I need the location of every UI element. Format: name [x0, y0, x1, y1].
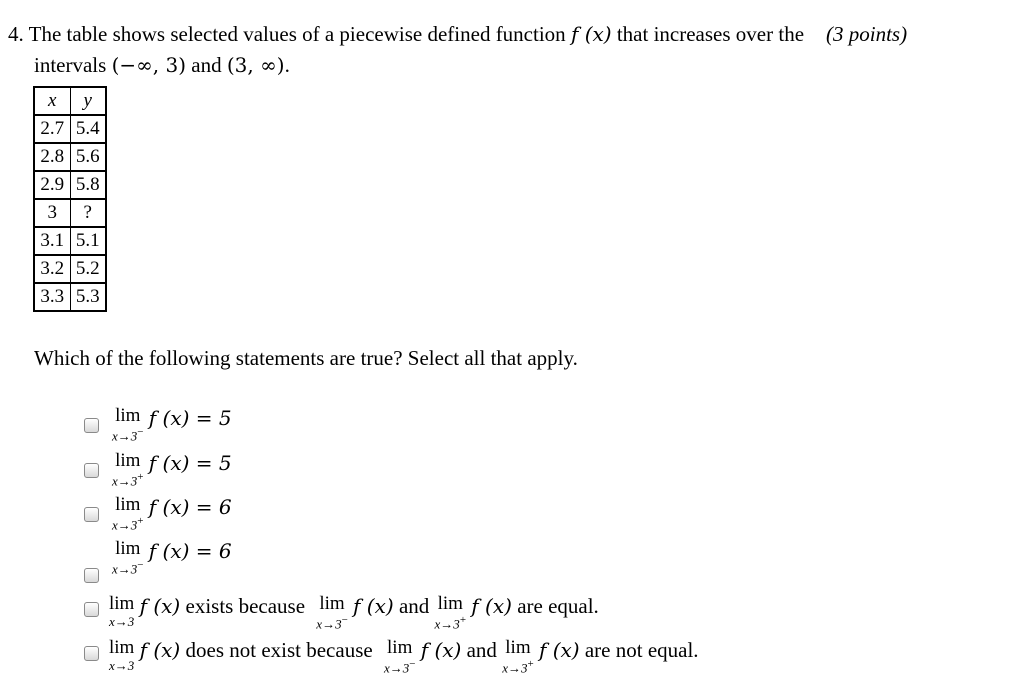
choice-2-checkbox[interactable]: [84, 463, 99, 478]
choice-2-expression: f (x) = 5: [148, 451, 232, 475]
values-table: [33, 86, 107, 312]
table-cell-y: 5.3: [70, 283, 106, 311]
limit-operator: lim x→3+: [112, 450, 144, 489]
table-cell-y: 5.4: [70, 115, 106, 143]
choice-1-expression: f (x) = 5: [148, 406, 232, 430]
table-header-row: [34, 87, 106, 115]
table-cell-x: 2.9: [34, 171, 70, 199]
choice-5-expression-2: f (x): [353, 594, 394, 618]
limit-operator: lim x→3−: [112, 405, 144, 444]
question-line-1: [8, 22, 804, 47]
limit-operator: lim x→3−: [383, 637, 416, 676]
choice-5-text: exists because: [185, 594, 306, 618]
choice-4: [84, 539, 284, 583]
table-cell-y: ?: [70, 199, 106, 227]
limit-operator: lim x→3+: [434, 593, 467, 632]
table-cell-y: 5.8: [70, 171, 106, 199]
limit-operator: lim x→3: [109, 637, 135, 673]
table-cell-y: 5.6: [70, 143, 106, 171]
limit-operator: lim x→3+: [112, 494, 144, 533]
question-number: 4.: [8, 22, 24, 46]
table-row: [34, 255, 106, 283]
limit-operator: lim x→3−: [316, 593, 348, 632]
question-text-a: The table shows selected values of a piecewise defined function: [28, 22, 566, 46]
limit-operator: lim x→3−: [112, 538, 144, 577]
table-row: [34, 283, 106, 311]
choice-5: [84, 594, 704, 638]
table-header-y: y: [70, 87, 106, 115]
choice-1-checkbox[interactable]: [84, 418, 99, 433]
table-cell-x: 2.7: [34, 115, 70, 143]
question-line-2: [34, 53, 290, 78]
question-period: .: [284, 53, 290, 77]
choice-5-conclusion: are equal.: [517, 594, 599, 618]
table-row: [34, 115, 106, 143]
table-cell-x: 3.2: [34, 255, 70, 283]
choice-6-checkbox[interactable]: [84, 646, 99, 661]
table-row: [34, 227, 106, 255]
choice-6: [84, 638, 784, 682]
instruction-text: Which of the following statements are true? Select all that apply.: [34, 346, 578, 370]
question-and: and: [191, 53, 222, 77]
table-header-x: x: [34, 87, 70, 115]
points-label: (3 points): [826, 22, 908, 46]
choice-5-checkbox[interactable]: [84, 602, 99, 617]
choice-3-expression: f (x) = 6: [148, 495, 232, 519]
choice-6-expression-2: f (x): [420, 638, 462, 662]
limit-operator: lim x→3: [109, 593, 135, 629]
table-cell-y: 5.2: [70, 255, 106, 283]
choice-2: [84, 451, 284, 495]
table-row: [34, 171, 106, 199]
choice-3-checkbox[interactable]: [84, 507, 99, 522]
table-cell-x: 2.8: [34, 143, 70, 171]
interval-right: (3, ∞): [226, 53, 285, 77]
choice-6-expression: f (x): [139, 638, 181, 662]
choice-3: [84, 495, 284, 539]
choice-1: [84, 406, 284, 450]
table-row: [34, 143, 106, 171]
table-cell-x: 3.1: [34, 227, 70, 255]
interval-left: (−∞, 3): [111, 53, 187, 77]
limit-operator: lim x→3+: [502, 637, 534, 676]
choice-6-and: and: [466, 638, 497, 662]
function-notation: f (x): [570, 22, 612, 46]
choice-6-expression-3: f (x): [538, 638, 580, 662]
choice-5-expression: f (x): [139, 594, 181, 618]
choice-6-text: does not exist because: [185, 638, 373, 662]
table-cell-x: 3.3: [34, 283, 70, 311]
question-text-b: that increases over the: [616, 22, 805, 46]
choice-4-checkbox[interactable]: [84, 568, 99, 583]
table-cell-x: 3: [34, 199, 70, 227]
choice-5-and: and: [398, 594, 430, 618]
choice-6-conclusion: are not equal.: [584, 638, 699, 662]
table-cell-y: 5.1: [70, 227, 106, 255]
table-row: [34, 199, 106, 227]
choice-4-expression: f (x) = 6: [148, 539, 232, 563]
choice-5-expression-3: f (x): [471, 594, 512, 618]
question-text-c: intervals: [34, 53, 107, 77]
